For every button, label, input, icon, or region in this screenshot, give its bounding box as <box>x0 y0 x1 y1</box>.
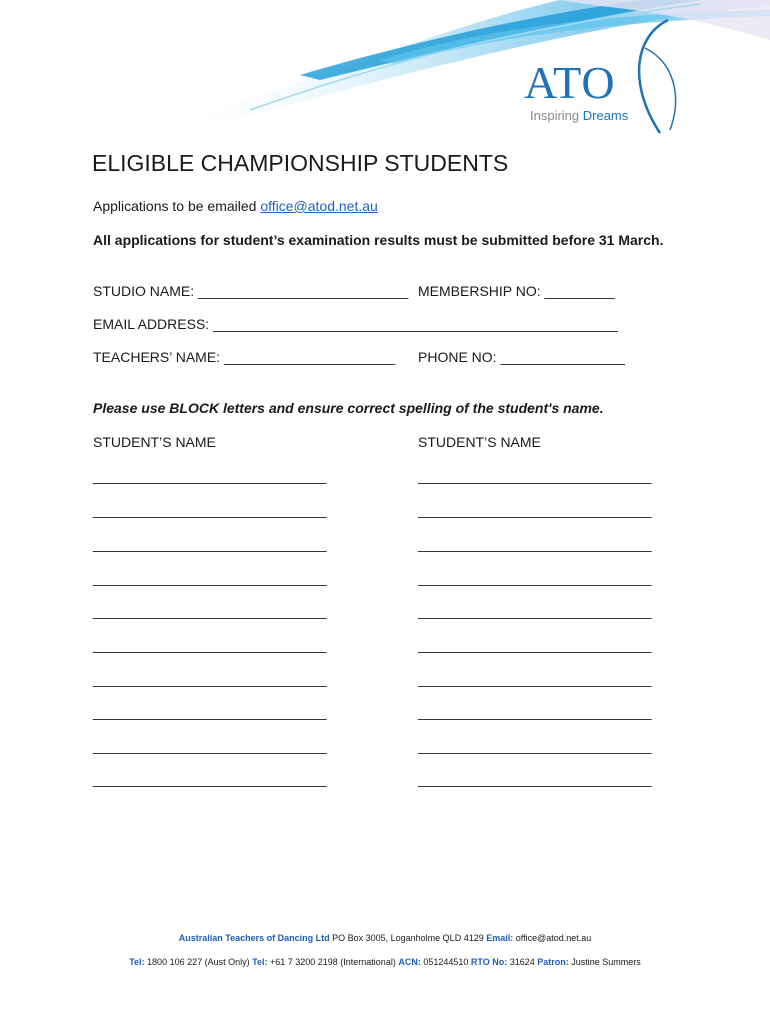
footer-segment: ACN: <box>398 957 421 967</box>
footer-segment: Tel: <box>129 957 145 967</box>
footer-line-1 <box>0 933 770 943</box>
student-name-right-9[interactable]: ______________________________ <box>418 738 652 754</box>
student-name-left-10[interactable]: ______________________________ <box>93 771 327 787</box>
footer-segment: Email: <box>486 933 514 943</box>
footer-segment: PO Box 3005, Loganholme QLD 4129 <box>329 933 487 943</box>
footer-segment: Australian Teachers of Dancing Ltd <box>178 933 330 943</box>
student-name-right-8[interactable]: ______________________________ <box>418 704 652 720</box>
phone-no-field[interactable]: PHONE NO: ________________ <box>418 349 626 365</box>
student-name-left-3[interactable]: ______________________________ <box>93 536 327 552</box>
footer-line-2 <box>0 957 770 967</box>
student-name-right-5[interactable]: ______________________________ <box>418 603 652 619</box>
studio-name-field[interactable]: STUDIO NAME: ___________________________ <box>93 283 409 299</box>
footer-segment: RTO No: <box>470 957 508 967</box>
student-name-left-4[interactable]: ______________________________ <box>93 570 327 586</box>
logo-wordmark: ATO <box>524 57 616 108</box>
student-name-right-2[interactable]: ______________________________ <box>418 502 652 518</box>
membership-no-field[interactable]: MEMBERSHIP NO: _________ <box>418 283 615 299</box>
email-address-field[interactable]: EMAIL ADDRESS: ____________________________________________________ <box>93 316 618 332</box>
student-name-right-3[interactable]: ______________________________ <box>418 536 652 552</box>
student-name-left-9[interactable]: ______________________________ <box>93 738 327 754</box>
student-name-right-7[interactable]: ______________________________ <box>418 671 652 687</box>
footer-segment: Tel: <box>252 957 268 967</box>
student-name-left-8[interactable]: ______________________________ <box>93 704 327 720</box>
email-link[interactable]: office@atod.net.au <box>260 198 378 214</box>
page-title: ELIGIBLE CHAMPIONSHIP STUDENTS <box>92 150 509 176</box>
student-name-left-1[interactable]: ______________________________ <box>93 468 327 484</box>
student-name-right-4[interactable]: ______________________________ <box>418 570 652 586</box>
footer-segment: Patron: <box>537 957 569 967</box>
footer-segment: office@atod.net.au <box>513 933 592 943</box>
student-name-left-2[interactable]: ______________________________ <box>93 502 327 518</box>
student-name-right-10[interactable]: ______________________________ <box>418 771 652 787</box>
student-name-left-6[interactable]: ______________________________ <box>93 637 327 653</box>
student-name-left-5[interactable]: ______________________________ <box>93 603 327 619</box>
logo-tagline: Inspiring Dreams <box>530 108 629 123</box>
left-column-header: STUDENT’S NAME <box>93 434 216 450</box>
student-name-right-6[interactable]: ______________________________ <box>418 637 652 653</box>
student-name-left-7[interactable]: ______________________________ <box>93 671 327 687</box>
atod-logo <box>520 18 690 138</box>
intro-line: Applications to be emailed office@atod.net.au <box>93 198 378 214</box>
teachers-name-field[interactable]: TEACHERS’ NAME: ______________________ <box>93 349 396 365</box>
footer-segment: Justine Summers <box>568 957 641 967</box>
deadline-notice: All applications for student’s examination results must be submitted before 31 March. <box>93 232 664 248</box>
footer-segment: 1800 106 227 (Aust Only) <box>144 957 253 967</box>
student-name-right-1[interactable]: ______________________________ <box>418 468 652 484</box>
right-column-header: STUDENT’S NAME <box>418 434 541 450</box>
footer-segment: 051244510 <box>420 957 471 967</box>
footer-segment: +61 7 3200 2198 (International) <box>267 957 399 967</box>
footer-segment: 31624 <box>507 957 538 967</box>
block-letters-instruction: Please use BLOCK letters and ensure correct spelling of the student's name. <box>93 400 604 416</box>
